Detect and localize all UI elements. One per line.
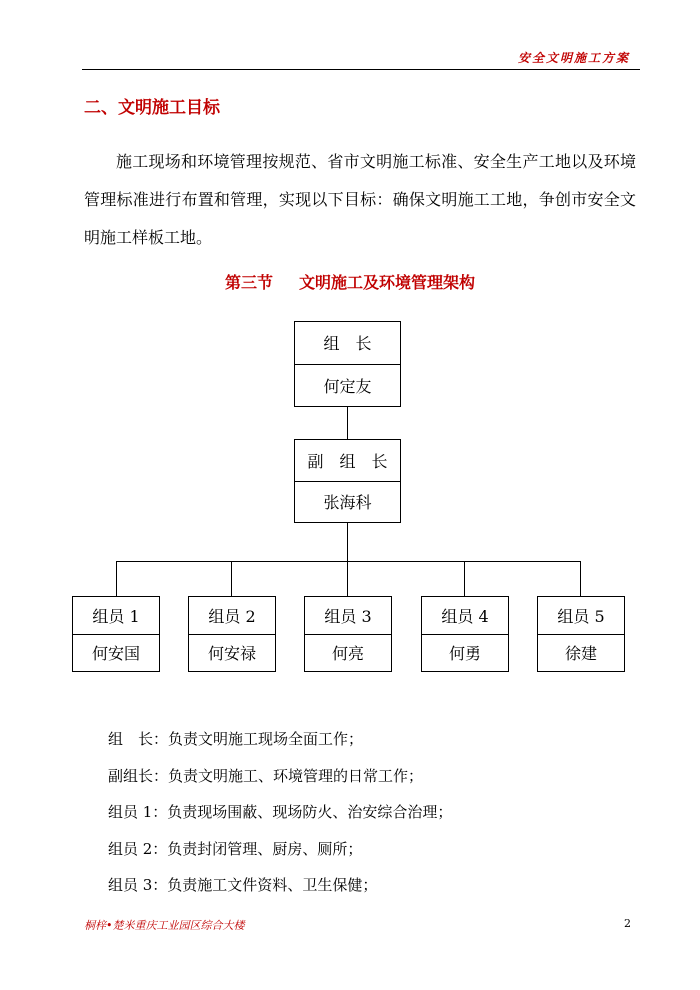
section-number: 第三节 — [224, 273, 273, 292]
member-box-5 — [537, 596, 625, 672]
connector-member-4 — [464, 561, 465, 597]
member-role: 组员 3 — [324, 606, 372, 626]
leader-role: 组 长 — [323, 334, 372, 354]
page-number: 2 — [624, 917, 631, 930]
leader-name: 何定友 — [295, 364, 400, 407]
member-name: 何安国 — [73, 634, 159, 672]
connector-deputy-bus — [347, 522, 348, 561]
member-box-4 — [421, 596, 509, 672]
member-box-1 — [72, 596, 160, 672]
member-box-3 — [304, 596, 392, 672]
leader-box — [294, 321, 401, 407]
connector-leader-deputy — [347, 406, 348, 440]
member-name: 徐建 — [538, 634, 624, 672]
member-box-2 — [188, 596, 276, 672]
connector-member-5 — [580, 561, 581, 597]
duty-line: 组员 1：负责现场围蔽、现场防火、治安综合治理； — [108, 803, 453, 821]
section-title — [0, 270, 700, 293]
goal-paragraph: 施工现场和环境管理按规范、省市文明施工标准、安全生产工地以及环境管理标准进行布置和管理，实现以下目标：确保文明施工工地，争创市安全文明施工样板工地。 — [84, 152, 636, 247]
connector-member-3 — [347, 561, 348, 597]
header-rule — [82, 69, 640, 70]
member-name: 何勇 — [422, 634, 508, 672]
duty-line: 副组长：负责文明施工、环境管理的日常工作； — [108, 767, 424, 785]
member-role: 组员 1 — [92, 606, 140, 626]
footer-project-name: 桐梓•楚米重庆工业园区综合大楼 — [84, 919, 245, 932]
member-name: 何安禄 — [189, 634, 275, 672]
duty-line: 组 长：负责文明施工现场全面工作； — [108, 730, 364, 748]
deputy-name: 张海科 — [295, 481, 400, 523]
deputy-box — [294, 439, 401, 523]
header-title: 安全文明施工方案 — [517, 51, 630, 65]
member-role: 组员 5 — [557, 606, 605, 626]
duty-line: 组员 3：负责施工文件资料、卫生保健； — [108, 876, 378, 894]
member-name: 何亮 — [305, 634, 391, 672]
section-heading: 二、文明施工目标 — [84, 98, 220, 118]
member-role: 组员 4 — [441, 606, 489, 626]
member-role: 组员 2 — [208, 606, 256, 626]
duty-line: 组员 2：负责封闭管理、厨房、厕所； — [108, 840, 363, 858]
section-title-text: 文明施工及环境管理架构 — [299, 273, 476, 292]
connector-member-2 — [231, 561, 232, 597]
deputy-role: 副 组 长 — [307, 451, 388, 471]
connector-bus — [116, 561, 581, 562]
connector-member-1 — [116, 561, 117, 597]
